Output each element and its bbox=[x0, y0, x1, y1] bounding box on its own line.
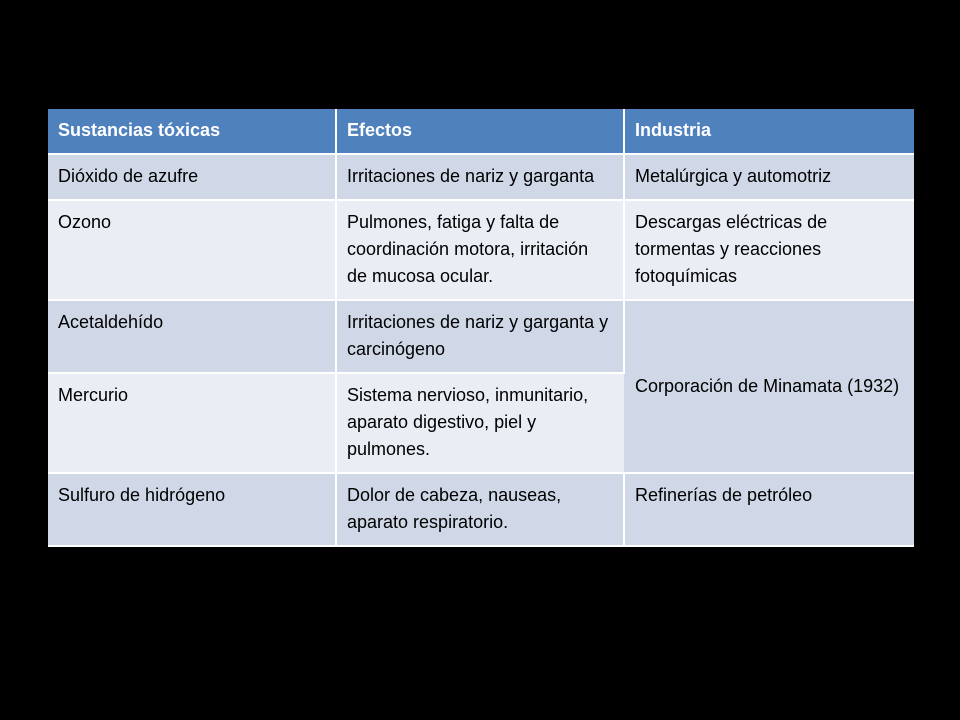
header-industria: Industria bbox=[624, 109, 914, 154]
cell-efectos: Sistema nervioso, inmunitario, aparato digestivo, piel y pulmones. bbox=[336, 373, 624, 473]
toxic-substances-table bbox=[48, 109, 914, 547]
cell-industria: Descargas eléctricas de tormentas y reacciones fotoquímicas bbox=[624, 200, 914, 300]
cell-efectos: Pulmones, fatiga y falta de coordinación motora, irritación de mucosa ocular. bbox=[336, 200, 624, 300]
table-row bbox=[48, 300, 914, 373]
table-header-row bbox=[48, 109, 914, 154]
cell-sustancia: Mercurio bbox=[48, 373, 336, 473]
table-row bbox=[48, 154, 914, 200]
cell-industria-merged: Corporación de Minamata (1932) bbox=[624, 300, 914, 473]
cell-efectos: Dolor de cabeza, nauseas, aparato respiratorio. bbox=[336, 473, 624, 546]
cell-sustancia: Acetaldehído bbox=[48, 300, 336, 373]
header-sustancias: Sustancias tóxicas bbox=[48, 109, 336, 154]
cell-efectos: Irritaciones de nariz y garganta y carcinógeno bbox=[336, 300, 624, 373]
table-row bbox=[48, 473, 914, 546]
cell-industria: Metalúrgica y automotriz bbox=[624, 154, 914, 200]
cell-efectos: Irritaciones de nariz y garganta bbox=[336, 154, 624, 200]
header-efectos: Efectos bbox=[336, 109, 624, 154]
cell-sustancia: Sulfuro de hidrógeno bbox=[48, 473, 336, 546]
cell-industria: Refinerías de petróleo bbox=[624, 473, 914, 546]
cell-sustancia: Ozono bbox=[48, 200, 336, 300]
cell-sustancia: Dióxido de azufre bbox=[48, 154, 336, 200]
table-row bbox=[48, 200, 914, 300]
